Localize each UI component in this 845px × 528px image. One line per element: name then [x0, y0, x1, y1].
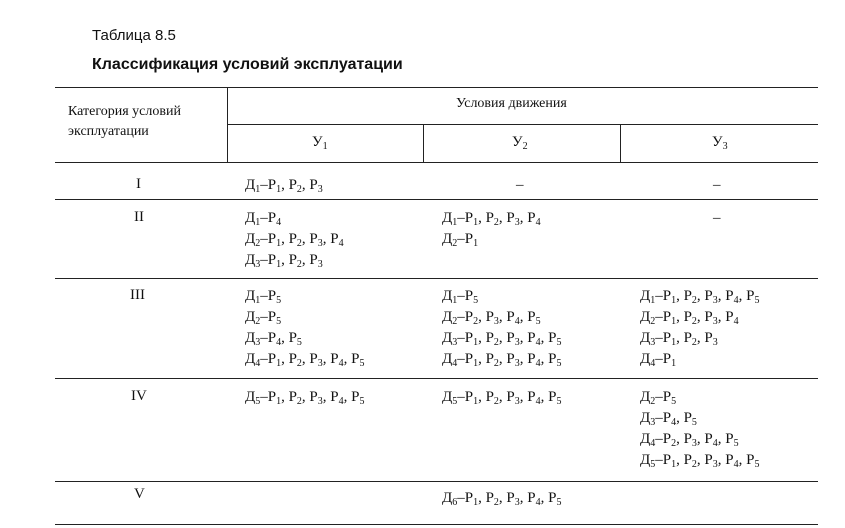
- condition-line: $Д_2-Р_1$, $Р_2$, $Р_3$, $Р_4$: [245, 231, 344, 249]
- header-divider-col2: [423, 124, 424, 162]
- table-cell: [245, 387, 364, 408]
- condition-line: $Д_2-Р_2$, $Р_3$, $Р_4$, $Р_5$: [442, 309, 541, 327]
- table-cell: [442, 387, 561, 408]
- condition-line: $Д_5-Р_1$, $Р_2$, $Р_3$, $Р_4$, $Р_5$: [640, 452, 760, 470]
- header-inner-rule: [228, 124, 818, 125]
- table-cell: [245, 208, 344, 271]
- condition-line: $Д_6-Р_1$, $Р_2$, $Р_3$, $Р_4$, $Р_5$: [442, 490, 562, 508]
- table-cell: [442, 208, 541, 250]
- category-label: III: [130, 287, 145, 303]
- table-caption: Таблица 8.5: [92, 27, 176, 44]
- header-divider-category: [227, 87, 228, 162]
- condition-line: $Д_1-Р_4$: [245, 210, 282, 228]
- condition-line: $Д_2-Р_5$: [640, 389, 677, 407]
- condition-line: $Д_1-Р_1$, $Р_2$, $Р_3$, $Р_4$: [442, 210, 541, 228]
- condition-line: $Д_1-Р_1$, $Р_2$, $Р_3$: [245, 177, 323, 195]
- table-cell: [442, 286, 561, 370]
- table-cell: –: [713, 177, 721, 193]
- category-label: V: [134, 486, 145, 502]
- row-rule-4: [55, 481, 818, 482]
- condition-line: $Д_4-Р_1$, $Р_2$, $Р_3$, $Р_4$, $Р_5$: [245, 351, 365, 369]
- condition-line: $Д_1-Р_5$: [245, 288, 282, 306]
- table-cell: –: [516, 177, 524, 193]
- condition-line: $Д_2-Р_5$: [245, 309, 282, 327]
- condition-line: $Д_4-Р_1$: [640, 351, 677, 369]
- category-label: II: [134, 209, 144, 225]
- column-header-3: $У_3$: [712, 134, 728, 152]
- condition-line: $Д_5-Р_1$, $Р_2$, $Р_3$, $Р_4$, $Р_5$: [245, 389, 365, 407]
- condition-line: $Д_2-Р_1$, $Р_2$, $Р_3$, $Р_4$: [640, 309, 739, 327]
- header-conditions: Условия движения: [456, 96, 567, 111]
- condition-line: $Д_3-Р_1$, $Р_2$, $Р_3$, $Р_4$, $Р_5$: [442, 330, 562, 348]
- table-cell: –: [713, 210, 721, 226]
- condition-line: $Д_5-Р_1$, $Р_2$, $Р_3$, $Р_4$, $Р_5$: [442, 389, 562, 407]
- category-label: I: [136, 176, 141, 192]
- column-header-1: $У_1$: [312, 134, 328, 152]
- condition-line: $Д_3-Р_4$, $Р_5$: [640, 410, 697, 428]
- condition-line: $Д_3-Р_4$, $Р_5$: [245, 330, 302, 348]
- condition-line: $Д_4-Р_2$, $Р_3$, $Р_4$, $Р_5$: [640, 431, 739, 449]
- header-bottom-rule: [55, 162, 818, 163]
- condition-line: $Д_4-Р_1$, $Р_2$, $Р_3$, $Р_4$, $Р_5$: [442, 351, 562, 369]
- row-rule-3: [55, 378, 818, 379]
- table-bottom-rule: [55, 524, 818, 525]
- condition-line: $Д_2-Р_1$: [442, 231, 479, 249]
- header-category-line2: эксплуатации: [68, 124, 149, 139]
- row-rule-1: [55, 199, 818, 200]
- table-cell: [640, 286, 759, 370]
- condition-line: $Д_3-Р_1$, $Р_2$, $Р_3$: [640, 330, 718, 348]
- condition-line: $Д_1-Р_1$, $Р_2$, $Р_3$, $Р_4$, $Р_5$: [640, 288, 760, 306]
- category-label: IV: [131, 388, 147, 404]
- table-cell: [245, 286, 364, 370]
- condition-line: $Д_3-Р_1$, $Р_2$, $Р_3$: [245, 252, 323, 270]
- header-category-line1: Категория условий: [68, 104, 181, 119]
- table-cell: [245, 175, 323, 196]
- condition-line: $Д_1-Р_5$: [442, 288, 479, 306]
- row-rule-2: [55, 278, 818, 279]
- table-title: Классификация условий эксплуатации: [92, 56, 403, 73]
- table-cell: [640, 387, 759, 471]
- header-divider-col3: [620, 124, 621, 162]
- column-header-2: $У_2$: [512, 134, 528, 152]
- table-cell: [442, 488, 561, 509]
- table-top-rule: [55, 87, 818, 88]
